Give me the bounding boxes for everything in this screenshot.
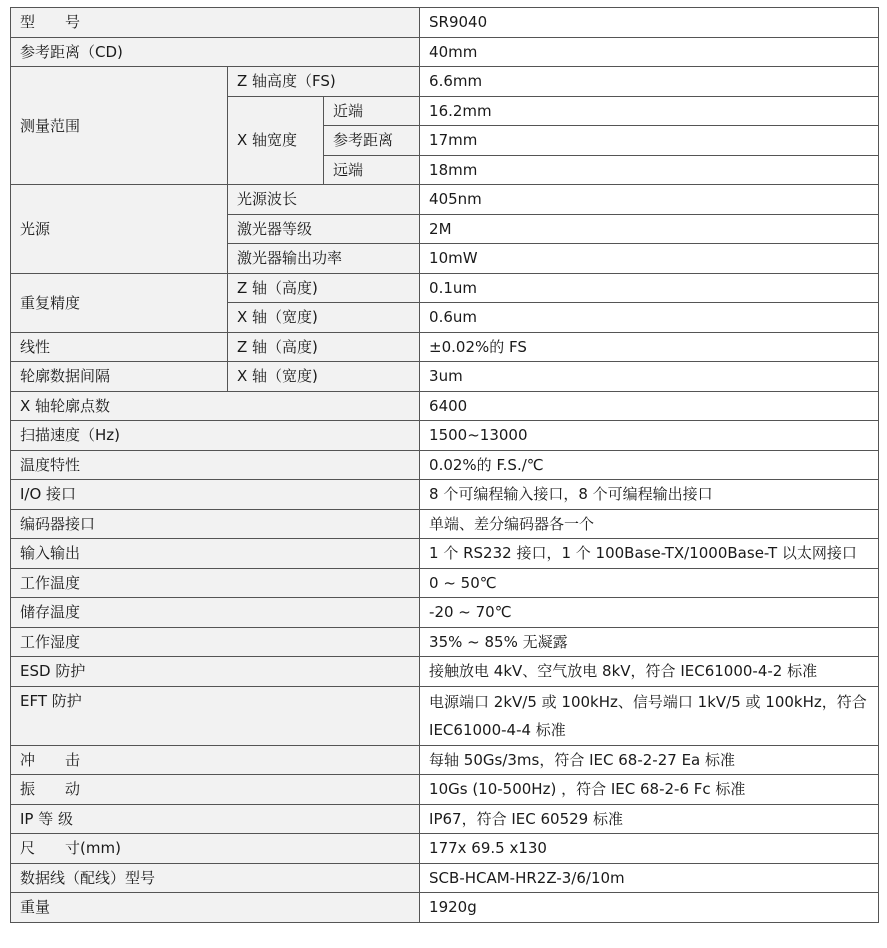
sub-label: Z 轴（高度) bbox=[228, 273, 420, 303]
table-row bbox=[11, 568, 879, 598]
row-label: 型 号 bbox=[11, 8, 420, 38]
row-value: SR9040 bbox=[420, 8, 879, 38]
sub-label: 光源波长 bbox=[228, 185, 420, 215]
table-row bbox=[11, 37, 879, 67]
table-row bbox=[11, 185, 879, 215]
table-row bbox=[11, 362, 879, 392]
row-value: 1920g bbox=[420, 893, 879, 923]
table-row bbox=[11, 657, 879, 687]
row-value: 16.2mm bbox=[420, 96, 879, 126]
table-row bbox=[11, 67, 879, 97]
row-value: 6400 bbox=[420, 391, 879, 421]
table-row bbox=[11, 450, 879, 480]
table-row bbox=[11, 8, 879, 38]
row-label: 扫描速度（Hz) bbox=[11, 421, 420, 451]
sub-sub-label: 近端 bbox=[324, 96, 420, 126]
table-row bbox=[11, 332, 879, 362]
row-value: 0 ~ 50℃ bbox=[420, 568, 879, 598]
row-value: 0.6um bbox=[420, 303, 879, 333]
row-value bbox=[420, 686, 879, 745]
group-label: 测量范围 bbox=[11, 67, 228, 185]
table-row bbox=[11, 598, 879, 628]
row-label: ESD 防护 bbox=[11, 657, 420, 687]
sub-group-label: X 轴宽度 bbox=[228, 96, 324, 185]
table-row bbox=[11, 391, 879, 421]
sub-label: Z 轴高度（FS) bbox=[228, 67, 420, 97]
row-label: 工作湿度 bbox=[11, 627, 420, 657]
sub-label: 激光器输出功率 bbox=[228, 244, 420, 274]
sub-sub-label: 远端 bbox=[324, 155, 420, 185]
sub-label: 激光器等级 bbox=[228, 214, 420, 244]
table-row bbox=[11, 863, 879, 893]
table-row bbox=[11, 539, 879, 569]
row-label: 振 动 bbox=[11, 775, 420, 805]
row-label: 工作温度 bbox=[11, 568, 420, 598]
row-value: ±0.02%的 FS bbox=[420, 332, 879, 362]
eft-value-line1: 电源端口 2kV/5 或 100kHz、信号端口 1kV/5 或 100kHz，符合 bbox=[429, 692, 867, 711]
spec-table bbox=[10, 7, 879, 923]
table-row bbox=[11, 775, 879, 805]
row-value: 17mm bbox=[420, 126, 879, 156]
row-value: 每轴 50Gs/3ms，符合 IEC 68-2-27 Ea 标准 bbox=[420, 745, 879, 775]
spec-table-container bbox=[10, 7, 879, 923]
row-value: 177x 69.5 x130 bbox=[420, 834, 879, 864]
table-row bbox=[11, 627, 879, 657]
table-row bbox=[11, 834, 879, 864]
row-value: 10mW bbox=[420, 244, 879, 274]
table-row bbox=[11, 893, 879, 923]
row-value: 35% ~ 85% 无凝露 bbox=[420, 627, 879, 657]
row-value: 接触放电 4kV、空气放电 8kV，符合 IEC61000-4-2 标准 bbox=[420, 657, 879, 687]
row-value: 40mm bbox=[420, 37, 879, 67]
sub-label: X 轴（宽度) bbox=[228, 303, 420, 333]
row-value: 8 个可编程输入接口，8 个可编程输出接口 bbox=[420, 480, 879, 510]
group-label: 光源 bbox=[11, 185, 228, 274]
row-label: 尺 寸(mm) bbox=[11, 834, 420, 864]
row-value: 0.1um bbox=[420, 273, 879, 303]
sub-label: X 轴（宽度) bbox=[228, 362, 420, 392]
row-label: 数据线（配线）型号 bbox=[11, 863, 420, 893]
table-row bbox=[11, 804, 879, 834]
row-value: 2M bbox=[420, 214, 879, 244]
row-value: -20 ~ 70℃ bbox=[420, 598, 879, 628]
row-label: EFT 防护 bbox=[11, 686, 420, 745]
row-label: IP 等 级 bbox=[11, 804, 420, 834]
row-label: 重量 bbox=[11, 893, 420, 923]
row-value: 0.02%的 F.S./℃ bbox=[420, 450, 879, 480]
table-row bbox=[11, 421, 879, 451]
sub-sub-label: 参考距离 bbox=[324, 126, 420, 156]
row-value: 3um bbox=[420, 362, 879, 392]
row-value: 单端、差分编码器各一个 bbox=[420, 509, 879, 539]
row-label: X 轴轮廓点数 bbox=[11, 391, 420, 421]
eft-value-line2: IEC61000-4-4 标准 bbox=[429, 720, 566, 739]
row-value: 6.6mm bbox=[420, 67, 879, 97]
table-row bbox=[11, 509, 879, 539]
row-label: 输入输出 bbox=[11, 539, 420, 569]
row-value: SCB-HCAM-HR2Z-3/6/10m bbox=[420, 863, 879, 893]
row-value: IP67，符合 IEC 60529 标准 bbox=[420, 804, 879, 834]
row-label: 编码器接口 bbox=[11, 509, 420, 539]
row-value: 10Gs (10-500Hz) ，符合 IEC 68-2-6 Fc 标准 bbox=[420, 775, 879, 805]
row-label: 线性 bbox=[11, 332, 228, 362]
table-row bbox=[11, 480, 879, 510]
row-label: 温度特性 bbox=[11, 450, 420, 480]
group-label: 重复精度 bbox=[11, 273, 228, 332]
row-label: 轮廓数据间隔 bbox=[11, 362, 228, 392]
row-value: 18mm bbox=[420, 155, 879, 185]
row-label: 冲 击 bbox=[11, 745, 420, 775]
row-value: 1500~13000 bbox=[420, 421, 879, 451]
row-value: 405nm bbox=[420, 185, 879, 215]
table-row bbox=[11, 686, 879, 745]
row-label: I/O 接口 bbox=[11, 480, 420, 510]
row-label: 储存温度 bbox=[11, 598, 420, 628]
sub-label: Z 轴（高度) bbox=[228, 332, 420, 362]
row-label: 参考距离（CD) bbox=[11, 37, 420, 67]
row-value: 1 个 RS232 接口，1 个 100Base-TX/1000Base-T 以太网接口 bbox=[420, 539, 879, 569]
table-row bbox=[11, 273, 879, 303]
table-row bbox=[11, 745, 879, 775]
